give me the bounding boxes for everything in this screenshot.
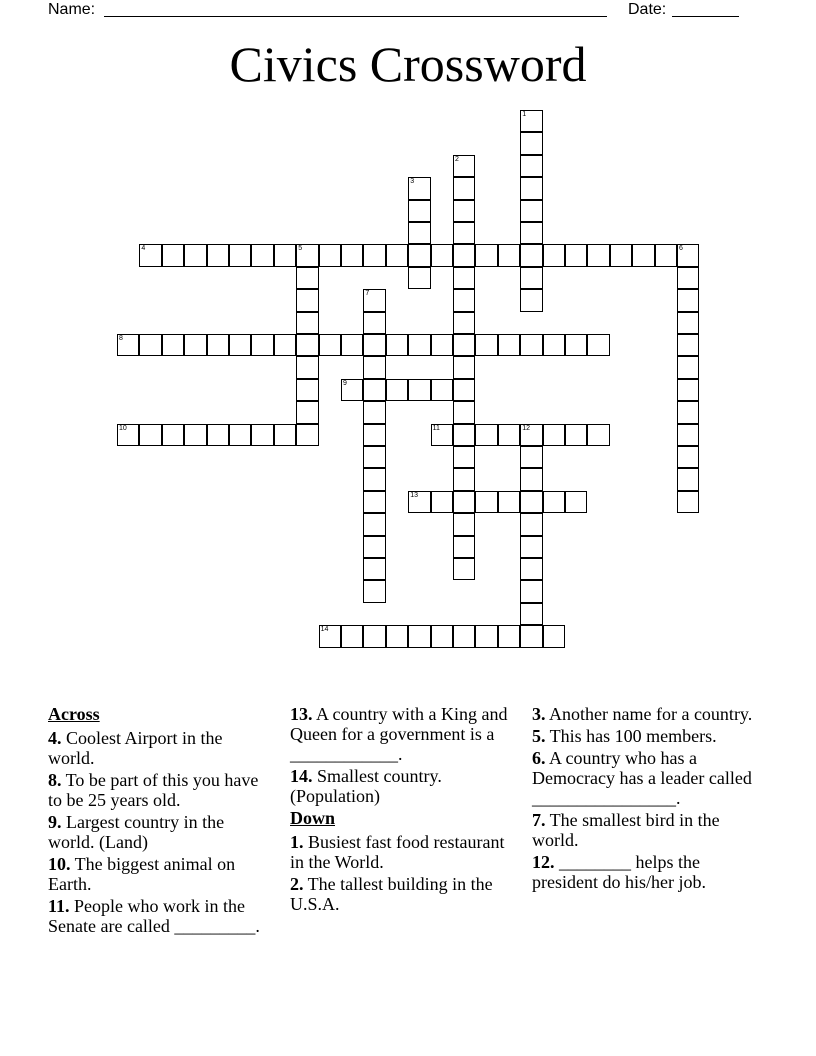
grid-cell[interactable] bbox=[363, 625, 385, 647]
clue-down-2 bbox=[290, 874, 515, 914]
grid-cell[interactable] bbox=[632, 244, 654, 266]
clue-text: ________ helps the president do his/her job. bbox=[532, 852, 706, 892]
clue-across-10 bbox=[48, 854, 273, 894]
clue-down-5 bbox=[532, 726, 762, 746]
grid-cell[interactable] bbox=[363, 513, 385, 535]
grid-cell[interactable] bbox=[677, 401, 699, 423]
grid-cell[interactable] bbox=[431, 491, 453, 513]
clue-number: 13. bbox=[290, 704, 313, 724]
across-heading: Across bbox=[48, 704, 100, 724]
cell-number: 6 bbox=[679, 245, 683, 253]
clue-down-6 bbox=[532, 748, 762, 808]
cell-number: 5 bbox=[298, 245, 303, 253]
cell-number: 8 bbox=[119, 335, 123, 342]
grid-cell[interactable] bbox=[587, 424, 609, 446]
grid-cell[interactable] bbox=[498, 491, 520, 513]
grid-cell[interactable] bbox=[207, 334, 229, 356]
grid-cell[interactable] bbox=[475, 491, 497, 513]
grid-cell[interactable] bbox=[520, 267, 542, 289]
grid-cell[interactable] bbox=[408, 267, 430, 289]
clue-number: 4. bbox=[48, 728, 62, 748]
grid-cell[interactable] bbox=[520, 446, 542, 468]
grid-cell[interactable] bbox=[475, 244, 497, 266]
grid-cell[interactable] bbox=[677, 312, 699, 334]
grid-cell[interactable] bbox=[162, 424, 184, 446]
grid-cell[interactable] bbox=[139, 244, 161, 266]
grid-cell[interactable] bbox=[386, 625, 408, 647]
grid-cell[interactable] bbox=[319, 244, 341, 266]
grid-cell[interactable] bbox=[677, 468, 699, 490]
grid-cell[interactable] bbox=[453, 536, 475, 558]
clue-text: This has 100 members. bbox=[545, 726, 717, 746]
clue-number: 9. bbox=[48, 812, 62, 832]
clue-text: To be part of this you have to be 25 years old. bbox=[48, 770, 259, 810]
cell-number: 2 bbox=[455, 155, 459, 163]
grid-cell[interactable] bbox=[543, 491, 565, 513]
grid-cell[interactable] bbox=[520, 289, 542, 311]
grid-cell[interactable] bbox=[207, 244, 229, 266]
grid-cell[interactable] bbox=[453, 356, 475, 378]
grid-cell[interactable] bbox=[117, 334, 139, 356]
grid-cell[interactable] bbox=[655, 244, 677, 266]
grid-cell[interactable] bbox=[453, 222, 475, 244]
grid-cell[interactable] bbox=[520, 222, 542, 244]
grid-cell[interactable] bbox=[408, 200, 430, 222]
grid-cell[interactable] bbox=[408, 379, 430, 401]
grid-cell[interactable] bbox=[520, 558, 542, 580]
grid-cell[interactable] bbox=[431, 424, 453, 446]
grid-cell[interactable] bbox=[520, 625, 542, 647]
grid-cell[interactable] bbox=[565, 334, 587, 356]
clue-number: 11. bbox=[48, 896, 70, 916]
grid-cell[interactable] bbox=[408, 177, 430, 199]
grid-cell[interactable] bbox=[363, 491, 385, 513]
clue-number: 6. bbox=[532, 748, 546, 768]
clue-number: 7. bbox=[532, 810, 546, 830]
clue-column-3 bbox=[532, 704, 762, 892]
clue-across-14 bbox=[290, 766, 515, 806]
grid-cell[interactable] bbox=[498, 424, 520, 446]
grid-cell[interactable] bbox=[453, 244, 475, 266]
grid-cell[interactable] bbox=[453, 289, 475, 311]
cell-number: 14 bbox=[320, 626, 329, 634]
clue-across-9 bbox=[48, 812, 273, 852]
grid-cell[interactable] bbox=[229, 334, 251, 356]
grid-cell[interactable] bbox=[475, 424, 497, 446]
clue-text: Coolest Airport in the world. bbox=[48, 728, 223, 768]
grid-cell[interactable] bbox=[453, 334, 475, 356]
clue-number: 5. bbox=[532, 726, 546, 746]
grid-cell[interactable] bbox=[453, 625, 475, 647]
grid-cell[interactable] bbox=[296, 312, 318, 334]
grid-cell[interactable] bbox=[117, 424, 139, 446]
clue-column-1 bbox=[48, 704, 273, 936]
grid-cell[interactable] bbox=[587, 244, 609, 266]
grid-cell[interactable] bbox=[677, 424, 699, 446]
grid-cell[interactable] bbox=[363, 334, 385, 356]
grid-cell[interactable] bbox=[363, 424, 385, 446]
cell-number: 12 bbox=[522, 424, 530, 432]
grid-cell[interactable] bbox=[162, 334, 184, 356]
grid-cell[interactable] bbox=[520, 200, 542, 222]
grid-cell[interactable] bbox=[498, 625, 520, 647]
grid-cell[interactable] bbox=[408, 244, 430, 266]
grid-cell[interactable] bbox=[453, 312, 475, 334]
grid-cell[interactable] bbox=[543, 625, 565, 647]
grid-cell[interactable] bbox=[587, 334, 609, 356]
clue-number: 12. bbox=[532, 852, 555, 872]
grid-cell[interactable] bbox=[677, 491, 699, 513]
grid-cell[interactable] bbox=[363, 244, 385, 266]
date-label: Date: bbox=[628, 1, 667, 18]
grid-cell[interactable] bbox=[677, 289, 699, 311]
grid-cell[interactable] bbox=[565, 424, 587, 446]
grid-cell[interactable] bbox=[296, 401, 318, 423]
grid-cell[interactable] bbox=[274, 244, 296, 266]
grid-cell[interactable] bbox=[408, 491, 430, 513]
grid-cell[interactable] bbox=[520, 177, 542, 199]
page-title: Civics Crossword bbox=[229, 36, 587, 92]
grid-cell[interactable] bbox=[386, 334, 408, 356]
clue-number: 14. bbox=[290, 766, 313, 786]
grid-cell[interactable] bbox=[408, 222, 430, 244]
cell-number: 3 bbox=[410, 178, 415, 186]
grid-cell[interactable] bbox=[610, 244, 632, 266]
clue-text: The smallest bird in the world. bbox=[532, 810, 720, 850]
grid-cell[interactable] bbox=[520, 491, 542, 513]
grid-cell[interactable] bbox=[677, 267, 699, 289]
clue-text: The tallest building in the U.S.A. bbox=[290, 874, 493, 914]
grid-cell[interactable] bbox=[520, 155, 542, 177]
grid-cell[interactable] bbox=[543, 334, 565, 356]
clue-text: A country with a King and Queen for a government is a ____________. bbox=[290, 704, 508, 764]
grid-cell[interactable] bbox=[453, 468, 475, 490]
grid-cell[interactable] bbox=[453, 446, 475, 468]
grid-cell[interactable] bbox=[408, 625, 430, 647]
grid-cell[interactable] bbox=[520, 110, 542, 132]
grid-cell[interactable] bbox=[341, 379, 363, 401]
cell-number: 11 bbox=[432, 424, 440, 432]
grid-cell[interactable] bbox=[431, 244, 453, 266]
grid-cell[interactable] bbox=[184, 244, 206, 266]
grid-cell[interactable] bbox=[363, 312, 385, 334]
clue-down-1 bbox=[290, 832, 515, 872]
clue-text: Largest country in the world. (Land) bbox=[48, 812, 225, 852]
grid-cell[interactable] bbox=[162, 244, 184, 266]
cell-number: 7 bbox=[365, 290, 370, 298]
grid-cell[interactable] bbox=[386, 244, 408, 266]
grid-cell[interactable] bbox=[498, 334, 520, 356]
grid-cell[interactable] bbox=[677, 244, 699, 266]
grid-cell[interactable] bbox=[274, 334, 296, 356]
grid-cell[interactable] bbox=[520, 513, 542, 535]
clue-number: 2. bbox=[290, 874, 304, 894]
clue-down-3 bbox=[532, 704, 762, 724]
clue-text: A country who has a Democracy has a leader called ________________. bbox=[532, 748, 752, 808]
grid-cell[interactable] bbox=[341, 244, 363, 266]
grid-cell[interactable] bbox=[319, 334, 341, 356]
grid-cell[interactable] bbox=[453, 177, 475, 199]
clue-across-13 bbox=[290, 704, 515, 764]
grid-cell[interactable] bbox=[341, 334, 363, 356]
grid-cell[interactable] bbox=[363, 468, 385, 490]
grid-cell[interactable] bbox=[363, 536, 385, 558]
grid-cell[interactable] bbox=[453, 379, 475, 401]
grid-cell[interactable] bbox=[453, 401, 475, 423]
grid-cell[interactable] bbox=[296, 289, 318, 311]
grid-cell[interactable] bbox=[453, 513, 475, 535]
clue-down-7 bbox=[532, 810, 762, 850]
grid-cell[interactable] bbox=[296, 334, 318, 356]
clue-across-11 bbox=[48, 896, 273, 936]
grid-cell[interactable] bbox=[453, 424, 475, 446]
grid-cell[interactable] bbox=[251, 334, 273, 356]
grid-cell[interactable] bbox=[520, 132, 542, 154]
clue-number: 10. bbox=[48, 854, 71, 874]
grid-cell[interactable] bbox=[363, 379, 385, 401]
cell-number: 4 bbox=[141, 245, 146, 253]
grid-cell[interactable] bbox=[543, 424, 565, 446]
grid-cell[interactable] bbox=[251, 424, 273, 446]
clue-text: Another name for a country. bbox=[545, 704, 753, 724]
grid-cell[interactable] bbox=[319, 625, 341, 647]
clue-across-4 bbox=[48, 728, 273, 768]
grid-cell[interactable] bbox=[475, 625, 497, 647]
grid-cell[interactable] bbox=[207, 424, 229, 446]
grid-cell[interactable] bbox=[229, 244, 251, 266]
grid-cell[interactable] bbox=[520, 536, 542, 558]
grid-cell[interactable] bbox=[453, 558, 475, 580]
grid-cell[interactable] bbox=[565, 491, 587, 513]
grid-cell[interactable] bbox=[453, 155, 475, 177]
grid-cell[interactable] bbox=[453, 491, 475, 513]
clue-text: People who work in the Senate are called _________. bbox=[48, 896, 260, 936]
grid-cell[interactable] bbox=[520, 580, 542, 602]
grid-cell[interactable] bbox=[296, 267, 318, 289]
grid-cell[interactable] bbox=[431, 379, 453, 401]
grid-cell[interactable] bbox=[386, 379, 408, 401]
grid-cell[interactable] bbox=[363, 580, 385, 602]
clue-column-2 bbox=[290, 704, 515, 914]
grid-cell[interactable] bbox=[363, 446, 385, 468]
down-heading: Down bbox=[290, 808, 336, 828]
grid-cell[interactable] bbox=[431, 625, 453, 647]
clue-number: 8. bbox=[48, 770, 62, 790]
grid-cell[interactable] bbox=[453, 200, 475, 222]
grid-cell[interactable] bbox=[341, 625, 363, 647]
grid-cell[interactable] bbox=[677, 446, 699, 468]
grid-cell[interactable] bbox=[296, 244, 318, 266]
grid-cell[interactable] bbox=[274, 424, 296, 446]
grid-cell[interactable] bbox=[184, 424, 206, 446]
grid-cell[interactable] bbox=[296, 356, 318, 378]
grid-cell[interactable] bbox=[363, 289, 385, 311]
cell-number: 9 bbox=[343, 379, 347, 387]
grid-cell[interactable] bbox=[565, 244, 587, 266]
grid-cell[interactable] bbox=[520, 468, 542, 490]
grid-cell[interactable] bbox=[363, 558, 385, 580]
grid-cell[interactable] bbox=[296, 379, 318, 401]
grid-cell[interactable] bbox=[677, 334, 699, 356]
grid-cell[interactable] bbox=[520, 244, 542, 266]
grid-cell[interactable] bbox=[296, 424, 318, 446]
grid-cell[interactable] bbox=[520, 424, 542, 446]
grid-cell[interactable] bbox=[363, 401, 385, 423]
grid-cell[interactable] bbox=[184, 334, 206, 356]
grid-cell[interactable] bbox=[677, 356, 699, 378]
grid-cell[interactable] bbox=[139, 334, 161, 356]
grid-cell[interactable] bbox=[677, 379, 699, 401]
clue-text: The biggest animal on Earth. bbox=[48, 854, 236, 894]
grid-cell[interactable] bbox=[475, 334, 497, 356]
clue-number: 1. bbox=[290, 832, 304, 852]
grid-cell[interactable] bbox=[251, 244, 273, 266]
clue-number: 3. bbox=[532, 704, 546, 724]
grid-cell[interactable] bbox=[139, 424, 161, 446]
clue-text: Smallest country. (Population) bbox=[290, 766, 442, 806]
cell-number: 1 bbox=[522, 111, 527, 118]
grid-cell[interactable] bbox=[498, 244, 520, 266]
cell-number: 10 bbox=[119, 424, 127, 432]
clue-text: Busiest fast food restaurant in the World. bbox=[290, 832, 505, 872]
grid-cell[interactable] bbox=[408, 334, 430, 356]
clue-across-8 bbox=[48, 770, 273, 810]
name-label: Name: bbox=[48, 1, 96, 18]
grid-cell[interactable] bbox=[229, 424, 251, 446]
grid-cell[interactable] bbox=[543, 244, 565, 266]
grid-cell[interactable] bbox=[520, 603, 542, 625]
grid-cell[interactable] bbox=[363, 356, 385, 378]
grid-cell[interactable] bbox=[520, 334, 542, 356]
grid-cell[interactable] bbox=[453, 267, 475, 289]
grid-cell[interactable] bbox=[431, 334, 453, 356]
clue-down-12 bbox=[532, 852, 762, 892]
cell-number: 13 bbox=[410, 491, 418, 499]
